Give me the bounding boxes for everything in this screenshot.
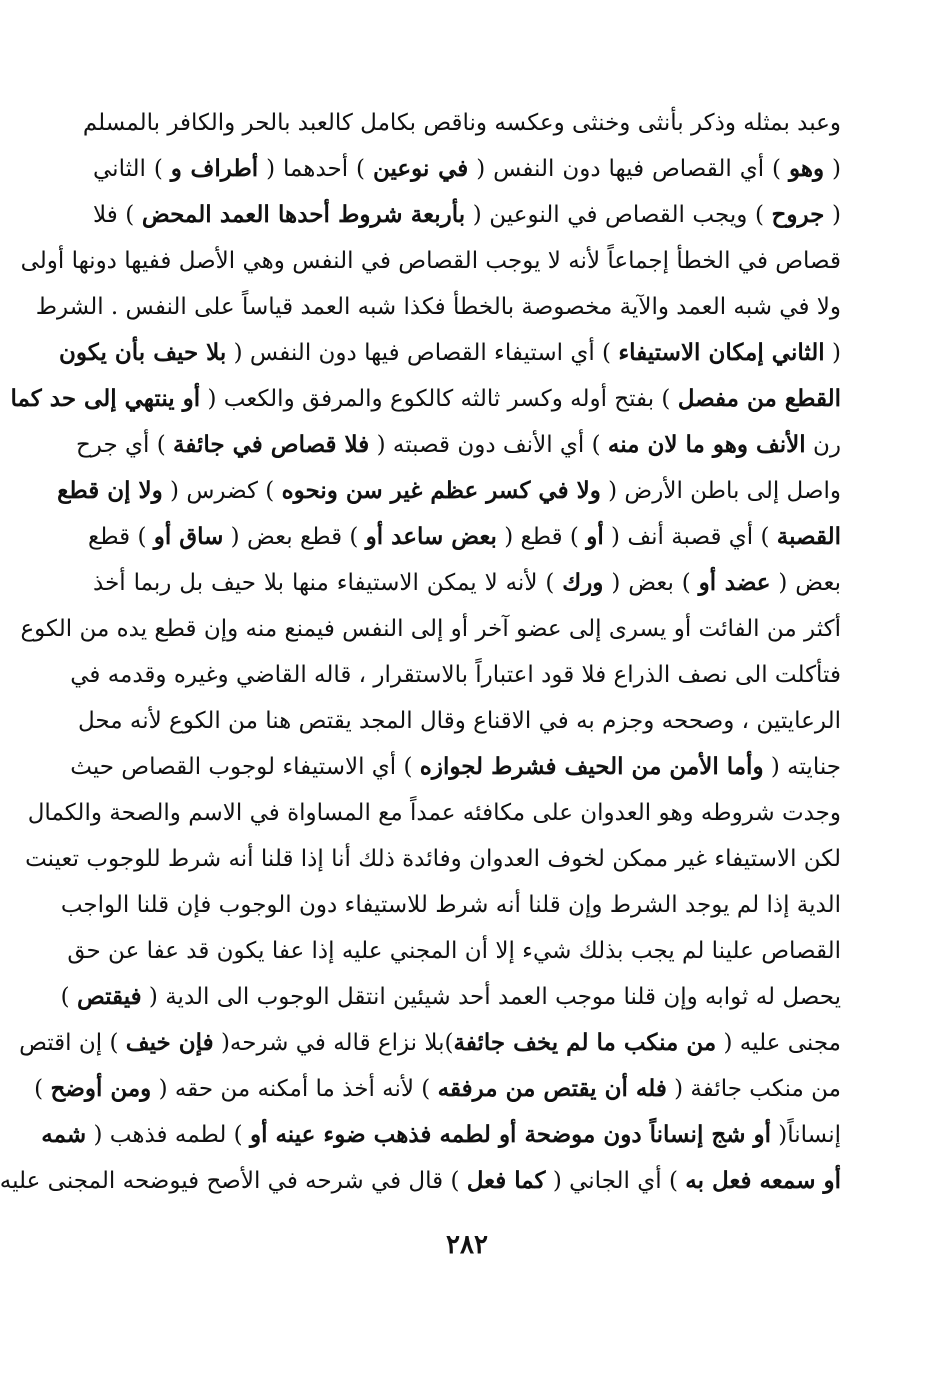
commentary-text: ) قال في شرحه في الأصح فيوضحه المجنى عليه xyxy=(0,1168,467,1194)
bold-matn-text: أو ينتهي إلى حد كما xyxy=(10,385,201,412)
bold-matn-text: بلا حيف بأن يكون xyxy=(59,339,227,366)
commentary-text: مجنى عليه ( xyxy=(716,1030,841,1056)
bold-matn-text: أطراف و xyxy=(170,155,259,182)
text-line xyxy=(93,146,841,192)
commentary-text: ولا في شبه العمد والآية مخصوصة بالخطأ فكذا شبه العمد قياساً على النفس . الشرط xyxy=(35,294,841,320)
commentary-text: ( xyxy=(824,202,841,228)
commentary-text: يحصل له ثوابه وإن قلنا موجب العمد أحد شيئين انتقل الوجوب الى الدية ( xyxy=(141,984,841,1010)
commentary-text: ) بعض ( xyxy=(603,570,699,596)
bold-matn-text: الثاني إمكان الاستيفاء xyxy=(618,339,825,366)
commentary-text: ) أي الأنف دون قصبته ( xyxy=(369,432,608,458)
text-line xyxy=(70,744,841,790)
bold-matn-text: بأربعة شروط أحدها العمد المحض xyxy=(141,201,466,228)
text-line xyxy=(19,1020,841,1066)
bold-matn-text: كما فعل xyxy=(466,1167,546,1194)
text-line xyxy=(67,928,841,974)
bold-matn-text: وهو xyxy=(788,155,825,182)
bold-matn-text: الأنف وهو ما لان منه xyxy=(607,431,806,458)
commentary-text: جنايته ( xyxy=(763,754,841,780)
bold-matn-text: ساق أو xyxy=(153,523,224,550)
bold-matn-text: شمه xyxy=(41,1121,87,1148)
commentary-text: قصاص في الخطأ إجماعاً لأنه لا يوجب القصاص في النفس وهي الأصل ففيها دونها أولى xyxy=(20,248,841,274)
commentary-text: ) أي الاستيفاء لوجوب القصاص حيث xyxy=(70,754,420,780)
bold-matn-text: فإن خيف xyxy=(125,1029,214,1056)
commentary-text: ) أحدهما ( xyxy=(258,156,373,182)
bold-matn-text: بعض ساعد أو xyxy=(365,523,497,550)
commentary-text: بعض ( xyxy=(770,570,841,596)
text-line xyxy=(70,652,841,698)
text-line xyxy=(20,606,841,652)
bold-matn-text: فيقتص xyxy=(76,983,142,1010)
commentary-text: إنساناً( xyxy=(770,1122,841,1148)
bold-matn-text: أو xyxy=(586,523,604,550)
commentary-text: لكن الاستيفاء غير ممكن لخوف العدوان وفائدة ذلك أنا إذا قلنا أنه شرط للوجوب تعينت xyxy=(25,846,841,872)
text-line xyxy=(88,514,841,560)
text-line xyxy=(41,1112,841,1158)
commentary-text: ( xyxy=(824,156,842,182)
commentary-text: ) لأنه لا يمكن الاستيفاء منها بلا حيف بل ربما أخذ xyxy=(93,570,563,596)
commentary-text: وجدت شروطه وهو العدوان على مكافئه عمداً مع المساواة في الاسم والصحة والكمال xyxy=(27,800,841,826)
commentary-text: ) فلا xyxy=(93,202,142,228)
commentary-text: ) أي جرح xyxy=(75,432,173,458)
text-line xyxy=(10,376,841,422)
commentary-text: ) ويجب القصاص في النوعين ( xyxy=(465,202,772,228)
commentary-text: ) الثاني xyxy=(93,156,171,182)
commentary-text: ( xyxy=(824,340,841,366)
text-line xyxy=(25,836,841,882)
commentary-text: الرعايتين ، وصححه وجزم به في الاقناع وقال المجد يقتص هنا من الكوع لأنه محل xyxy=(77,708,841,734)
commentary-text: ) أي استيفاء القصاص فيها دون النفس ( xyxy=(226,340,619,366)
commentary-text: ) xyxy=(34,1076,51,1102)
text-line xyxy=(35,284,841,330)
commentary-text: ) إن اقتص xyxy=(19,1030,126,1056)
text-line xyxy=(57,468,841,514)
commentary-text: ) كضرس ( xyxy=(162,478,282,504)
text-line xyxy=(60,974,841,1020)
commentary-text: واصل إلى باطن الأرض ( xyxy=(600,478,841,504)
text-line xyxy=(93,192,841,238)
bold-matn-text: ولا في كسر عظم غير سن ونحوه xyxy=(281,477,601,504)
text-line xyxy=(34,1066,841,1112)
document-page xyxy=(1,0,933,1392)
commentary-text: ) قطع xyxy=(88,524,154,550)
commentary-text: من منكب جائفة ( xyxy=(666,1076,841,1102)
bold-matn-text: القصبة xyxy=(776,523,841,550)
commentary-text: رن xyxy=(805,432,841,458)
text-line xyxy=(60,882,841,928)
text-line xyxy=(59,330,841,376)
commentary-text: ) بفتح أوله وكسر ثالثه كالكوع والمرفق والكعب ( xyxy=(200,386,678,412)
commentary-text: ) أي الجاني ( xyxy=(545,1168,686,1194)
commentary-text: وعبد بمثله وذكر بأنثى وخنثى وعكسه وناقص بكامل كالعبد بالحر والكافر بالمسلم xyxy=(82,110,841,136)
text-line xyxy=(82,100,841,146)
commentary-text: ) xyxy=(60,984,77,1010)
bold-matn-text: ولا إن قطع xyxy=(57,477,163,504)
commentary-text: ) لأنه أخذ ما أمكنه من حقه ( xyxy=(151,1076,438,1102)
text-line xyxy=(93,560,841,606)
commentary-text: ) أي القصاص فيها دون النفس ( xyxy=(468,156,789,182)
text-line xyxy=(75,422,841,468)
bold-matn-text: القطع من مفصل xyxy=(677,385,841,412)
bold-matn-text: جروح xyxy=(771,201,825,228)
bold-matn-text: من منكب ما لم يخف جائفة xyxy=(453,1029,717,1056)
commentary-text: فتأكلت الى نصف الذراع فلا قود اعتباراً بالاستقرار ، قاله القاضي وغيره وقدمه في xyxy=(70,662,841,688)
commentary-text: أكثر من الفائت أو يسرى إلى عضو آخر أو إلى النفس فيمنع منه وإن قطع يده من الكوع xyxy=(20,616,841,642)
text-line xyxy=(20,238,841,284)
commentary-text: ) قطع بعض ( xyxy=(223,524,366,550)
commentary-text: ) لطمه فذهب ( xyxy=(86,1122,250,1148)
commentary-text: ) أي قصبة أنف ( xyxy=(603,524,777,550)
bold-matn-text: أو سمعه فعل به xyxy=(685,1167,841,1194)
text-line xyxy=(27,790,841,836)
bold-matn-text: وأما الأمن من الحيف فشرط لجوازه xyxy=(419,753,764,780)
bold-matn-text: ومن أوضح xyxy=(50,1075,152,1102)
commentary-text: القصاص علينا لم يجب بذلك شيء إلا أن المجني عليه إذا عفا يكون قد عفا عن حق xyxy=(67,938,841,964)
commentary-text: الدية إذا لم يوجد الشرط وإن قلنا أنه شرط للاستيفاء دون الوجوب فإن قلنا الواجب xyxy=(60,892,841,918)
page-number: ٢٨٢ xyxy=(446,1230,488,1260)
bold-matn-text: في نوعين xyxy=(372,155,469,182)
bold-matn-text: ورك xyxy=(562,569,604,596)
bold-matn-text: عضد أو xyxy=(698,569,771,596)
bold-matn-text: أو شج إنساناً دون موضحة أو لطمه فذهب ضوء عينه أو xyxy=(249,1121,771,1148)
commentary-text: ) قطع ( xyxy=(496,524,587,550)
bold-matn-text: فله أن يقتص من مرفقه xyxy=(437,1075,667,1102)
text-line xyxy=(77,698,841,744)
text-line xyxy=(0,1158,841,1204)
bold-matn-text: فلا قصاص في جائفة xyxy=(173,431,370,458)
commentary-text: )بلا نزاع قاله في شرحه( xyxy=(213,1030,454,1056)
